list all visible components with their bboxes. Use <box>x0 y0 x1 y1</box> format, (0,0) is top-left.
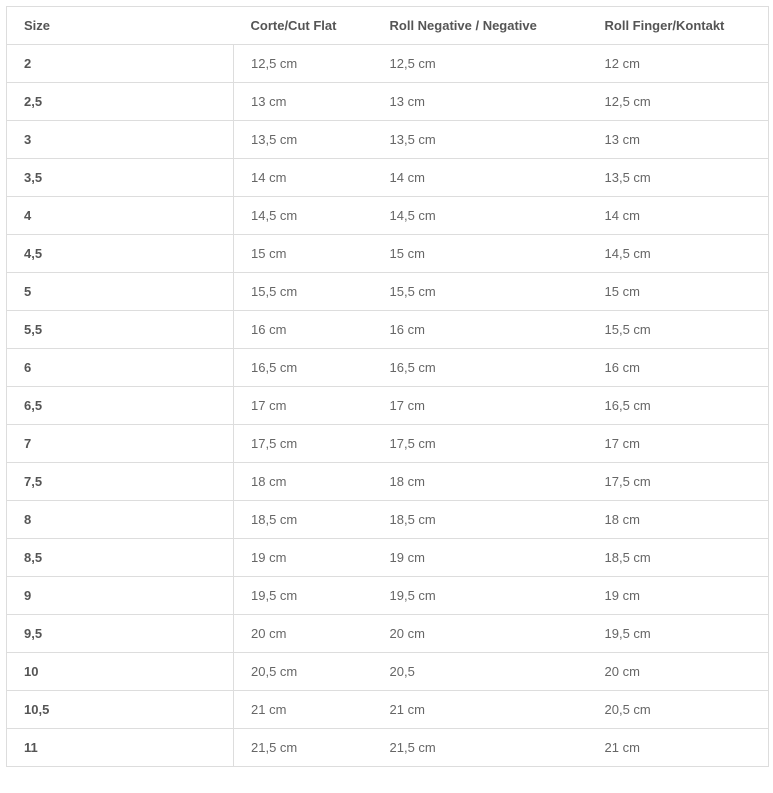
finger-cell: 13,5 cm <box>588 159 769 197</box>
table-row <box>7 387 769 425</box>
table-row <box>7 121 769 159</box>
negative-cell: 17,5 cm <box>373 425 588 463</box>
table-row <box>7 83 769 121</box>
negative-cell: 15 cm <box>373 235 588 273</box>
table-body <box>7 45 769 767</box>
size-cell: 7,5 <box>7 463 234 501</box>
size-cell: 6 <box>7 349 234 387</box>
negative-cell: 19 cm <box>373 539 588 577</box>
size-cell: 3 <box>7 121 234 159</box>
negative-cell: 18,5 cm <box>373 501 588 539</box>
finger-cell: 20,5 cm <box>588 691 769 729</box>
table-row <box>7 311 769 349</box>
negative-cell: 16 cm <box>373 311 588 349</box>
table-row <box>7 235 769 273</box>
negative-cell: 21 cm <box>373 691 588 729</box>
negative-cell: 20,5 <box>373 653 588 691</box>
size-cell: 2 <box>7 45 234 83</box>
header-roll-finger-kontakt: Roll Finger/Kontakt <box>588 7 769 45</box>
table-row <box>7 273 769 311</box>
flat-cell: 17,5 cm <box>234 425 373 463</box>
flat-cell: 17 cm <box>234 387 373 425</box>
finger-cell: 19,5 cm <box>588 615 769 653</box>
finger-cell: 18 cm <box>588 501 769 539</box>
negative-cell: 18 cm <box>373 463 588 501</box>
table-row <box>7 729 769 767</box>
size-cell: 6,5 <box>7 387 234 425</box>
table-row <box>7 349 769 387</box>
table-row <box>7 615 769 653</box>
size-cell: 3,5 <box>7 159 234 197</box>
finger-cell: 15 cm <box>588 273 769 311</box>
table-row <box>7 539 769 577</box>
table-row <box>7 501 769 539</box>
negative-cell: 13 cm <box>373 83 588 121</box>
size-cell: 10 <box>7 653 234 691</box>
size-cell: 10,5 <box>7 691 234 729</box>
flat-cell: 18 cm <box>234 463 373 501</box>
negative-cell: 15,5 cm <box>373 273 588 311</box>
flat-cell: 20,5 cm <box>234 653 373 691</box>
flat-cell: 21,5 cm <box>234 729 373 767</box>
size-chart <box>6 6 768 767</box>
table-row <box>7 159 769 197</box>
finger-cell: 16 cm <box>588 349 769 387</box>
table-row <box>7 577 769 615</box>
negative-cell: 19,5 cm <box>373 577 588 615</box>
table-row <box>7 425 769 463</box>
finger-cell: 12 cm <box>588 45 769 83</box>
flat-cell: 20 cm <box>234 615 373 653</box>
header-size: Size <box>7 7 234 45</box>
flat-cell: 15 cm <box>234 235 373 273</box>
size-cell: 8 <box>7 501 234 539</box>
table-row <box>7 653 769 691</box>
negative-cell: 17 cm <box>373 387 588 425</box>
flat-cell: 19,5 cm <box>234 577 373 615</box>
size-table <box>6 6 769 767</box>
size-cell: 2,5 <box>7 83 234 121</box>
flat-cell: 18,5 cm <box>234 501 373 539</box>
finger-cell: 21 cm <box>588 729 769 767</box>
table-header <box>7 7 769 45</box>
size-cell: 7 <box>7 425 234 463</box>
size-cell: 9,5 <box>7 615 234 653</box>
finger-cell: 20 cm <box>588 653 769 691</box>
size-cell: 8,5 <box>7 539 234 577</box>
flat-cell: 15,5 cm <box>234 273 373 311</box>
negative-cell: 16,5 cm <box>373 349 588 387</box>
flat-cell: 13,5 cm <box>234 121 373 159</box>
negative-cell: 20 cm <box>373 615 588 653</box>
flat-cell: 14,5 cm <box>234 197 373 235</box>
size-cell: 4 <box>7 197 234 235</box>
negative-cell: 21,5 cm <box>373 729 588 767</box>
negative-cell: 14,5 cm <box>373 197 588 235</box>
table-row <box>7 463 769 501</box>
flat-cell: 21 cm <box>234 691 373 729</box>
finger-cell: 18,5 cm <box>588 539 769 577</box>
size-cell: 9 <box>7 577 234 615</box>
table-row <box>7 691 769 729</box>
table-row <box>7 45 769 83</box>
size-cell: 11 <box>7 729 234 767</box>
size-cell: 5 <box>7 273 234 311</box>
negative-cell: 13,5 cm <box>373 121 588 159</box>
header-row <box>7 7 769 45</box>
negative-cell: 12,5 cm <box>373 45 588 83</box>
finger-cell: 17,5 cm <box>588 463 769 501</box>
table-row <box>7 197 769 235</box>
finger-cell: 14,5 cm <box>588 235 769 273</box>
flat-cell: 13 cm <box>234 83 373 121</box>
finger-cell: 12,5 cm <box>588 83 769 121</box>
flat-cell: 14 cm <box>234 159 373 197</box>
finger-cell: 13 cm <box>588 121 769 159</box>
flat-cell: 16,5 cm <box>234 349 373 387</box>
flat-cell: 12,5 cm <box>234 45 373 83</box>
finger-cell: 15,5 cm <box>588 311 769 349</box>
size-cell: 4,5 <box>7 235 234 273</box>
finger-cell: 19 cm <box>588 577 769 615</box>
size-cell: 5,5 <box>7 311 234 349</box>
negative-cell: 14 cm <box>373 159 588 197</box>
finger-cell: 16,5 cm <box>588 387 769 425</box>
flat-cell: 16 cm <box>234 311 373 349</box>
flat-cell: 19 cm <box>234 539 373 577</box>
finger-cell: 17 cm <box>588 425 769 463</box>
header-corte-cut-flat: Corte/Cut Flat <box>234 7 373 45</box>
finger-cell: 14 cm <box>588 197 769 235</box>
header-roll-negative: Roll Negative / Negative <box>373 7 588 45</box>
